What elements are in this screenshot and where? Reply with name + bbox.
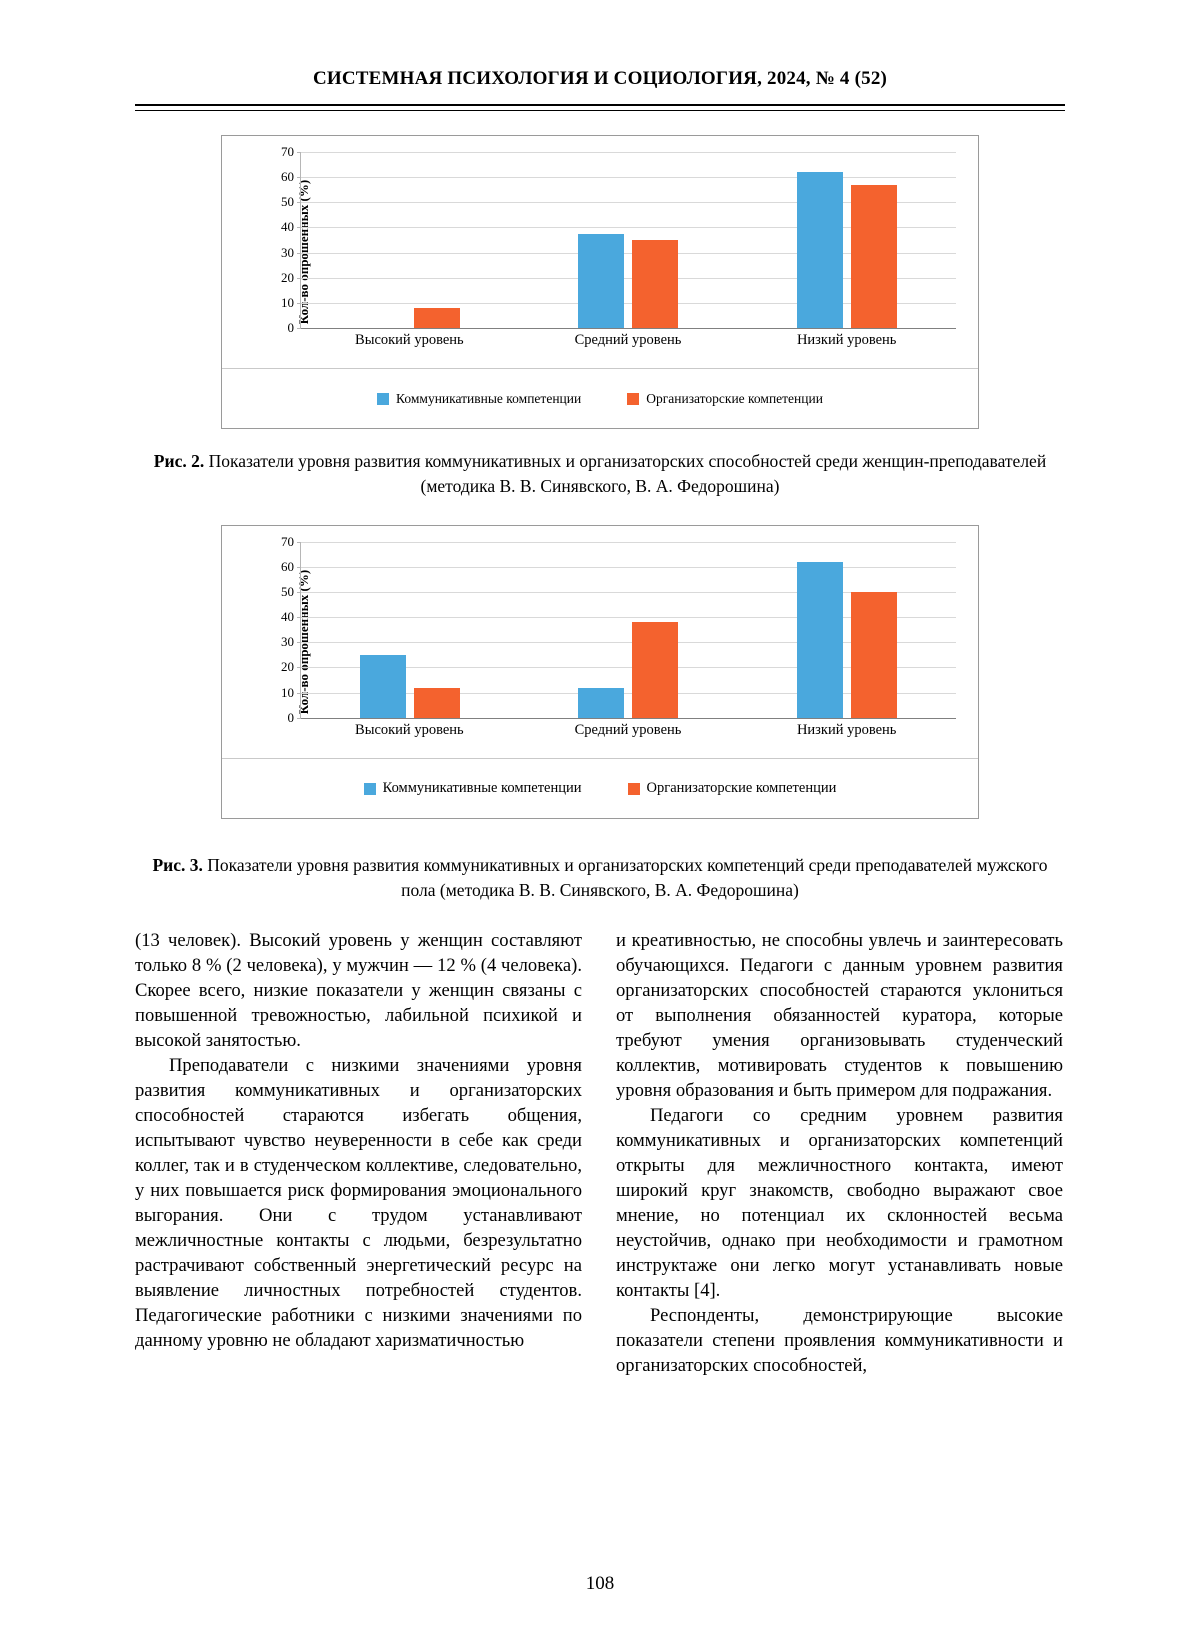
legend-swatch — [377, 393, 389, 405]
bar — [851, 185, 897, 328]
y-axis-tick-label: 20 — [281, 659, 294, 675]
bar-group — [519, 542, 737, 718]
bar-groups — [301, 152, 956, 328]
right-column — [616, 928, 1063, 1378]
x-axis-labels-fig3 — [300, 722, 956, 739]
header-divider — [135, 104, 1065, 111]
y-axis-tick-label: 40 — [281, 219, 294, 235]
bar — [360, 655, 406, 718]
bar-group — [738, 542, 956, 718]
y-axis-tick-label: 70 — [281, 533, 294, 549]
bar — [632, 240, 678, 328]
y-axis-tick-label: 60 — [281, 169, 294, 185]
bar — [578, 688, 624, 718]
y-axis-tick-label: 50 — [281, 194, 294, 210]
bar-group — [301, 542, 519, 718]
bar — [578, 234, 624, 328]
x-axis-category-label: Высокий уровень — [355, 332, 464, 348]
bar — [797, 172, 843, 328]
y-axis-tick-mark — [297, 718, 301, 719]
bar — [797, 562, 843, 718]
figure-2-caption-text: Показатели уровня развития коммуникативных и организаторских способностей среди женщин-преподавателей (методика В. В. Синявского, В. А. Федорошина) — [204, 451, 1047, 496]
y-axis-tick-label: 50 — [281, 583, 294, 599]
legend-label: Организаторские компетенции — [646, 391, 823, 406]
plot-fig3 — [281, 533, 956, 725]
paragraph: (13 человек). Высокий уровень у женщин составляют только 8 % (2 человека), у мужчин — 12 % (4 человека). Скорее всего, низкие показатели у женщин связаны с повышенной тревожностью, лабильной психикой и высокой занятостью. — [135, 930, 582, 1052]
legend-item — [628, 780, 837, 797]
figure-2-caption — [135, 449, 1065, 499]
legend-swatch — [627, 393, 639, 405]
legend-swatch — [364, 783, 376, 795]
figure-3-caption — [135, 853, 1065, 903]
x-axis-category-label: Низкий уровень — [796, 721, 897, 738]
y-axis-tick-label: 20 — [281, 269, 294, 285]
paragraph: и креативностью, не способны увлечь и заинтересовать обучающихся. Педагоги с данным уровнем развития организаторских способностей стараются уклониться от выполнения обязанностей куратора, которые требуют умения организовывать студенческий коллектив, мотивировать студентов к повышению уровня образования и быть примером для подражания. — [616, 930, 1063, 1102]
paragraph: Респонденты, демонстрирующие высокие показатели степени проявления коммуникативности и организаторских способностей, — [616, 1305, 1063, 1377]
x-axis-category-label: Средний уровень — [574, 721, 682, 738]
chart-area-fig3 — [222, 526, 978, 758]
left-column — [135, 928, 582, 1378]
page-number: 108 — [585, 1573, 615, 1594]
bar — [851, 592, 897, 718]
legend-label: Коммуникативные компетенции — [396, 391, 582, 406]
legend-fig3 — [222, 758, 978, 819]
figure-2 — [221, 135, 979, 429]
y-axis-label-fig3: Кол-во опрошенных (%) — [296, 569, 312, 714]
legend-swatch — [628, 783, 640, 795]
y-axis-tick-label: 0 — [287, 320, 294, 335]
figure-3-caption-text: Показатели уровня развития коммуникативных и организаторских компетенций среди преподавателей мужского пола (методика В. В. Синявского, В. А. Федорошина) — [202, 854, 1048, 900]
y-axis-label-fig2: Кол-во опрошенных (%) — [296, 179, 312, 325]
y-axis-tick-label: 40 — [281, 609, 294, 625]
body-columns — [135, 928, 1065, 1378]
legend-fig2 — [222, 368, 978, 429]
bar-group — [738, 152, 956, 328]
y-axis-tick-label: 70 — [281, 144, 294, 159]
x-axis-category-label: Высокий уровень — [355, 721, 464, 738]
plot-fig2 — [281, 144, 956, 335]
chart-area-fig2 — [222, 136, 978, 368]
y-axis-tick-label: 60 — [281, 558, 294, 574]
bar-groups — [301, 542, 956, 718]
paragraph: Преподаватели с низкими значениями уровня развития коммуникативных и организаторских способностей стараются избегать общения, испытывают чувство неуверенности в себе как среди коллег, так и в студенческом коллективе, следовательно, у них повышается риск формирования эмоционального выгорания. Они с трудом устанавливают межличностные контакты с людьми, безрезультатно растрачивают собственный энергетический ресурс на выявление личностных потребностей студентов. Педагогические работники с низкими значениями по данному уровню не обладают харизматичностью — [135, 1055, 582, 1352]
legend-item — [627, 391, 823, 407]
y-axis-tick-mark — [297, 328, 301, 329]
y-axis-tick-label: 30 — [281, 244, 294, 260]
legend-label: Организаторские компетенции — [646, 780, 837, 797]
legend-label: Коммуникативные компетенции — [382, 780, 582, 797]
figure-3 — [221, 525, 979, 819]
x-axis-category-label: Средний уровень — [574, 332, 682, 348]
y-axis-tick-label: 0 — [287, 709, 294, 725]
legend-item — [364, 780, 582, 797]
figure-2-caption-lead: Рис. 2. — [153, 451, 205, 471]
bar — [414, 308, 460, 328]
bar — [632, 622, 678, 718]
running-head: СИСТЕМНАЯ ПСИХОЛОГИЯ И СОЦИОЛОГИЯ, 2024, № 4 (52) — [312, 68, 888, 89]
x-axis-labels-fig2 — [300, 332, 956, 349]
bar-group — [519, 152, 737, 328]
y-axis-tick-label: 30 — [281, 634, 294, 650]
figure-3-caption-lead: Рис. 3. — [152, 854, 203, 875]
bar — [414, 688, 460, 718]
y-axis-tick-label: 10 — [281, 684, 294, 700]
paragraph: Педагоги со средним уровнем развития коммуникативных и организаторских компетенций открыты для межличностного контакта, имеют широкий круг знакомств, свободно выражают свое мнение, но потенциал их склонностей весьма неустойчив, однако при необходимости и грамотном инструктаже они легко могут устанавливать новые контакты [4]. — [616, 1105, 1063, 1302]
x-axis-category-label: Низкий уровень — [796, 332, 897, 348]
y-axis-tick-label: 10 — [281, 294, 294, 310]
legend-item — [377, 391, 581, 407]
bar-group — [301, 152, 519, 328]
